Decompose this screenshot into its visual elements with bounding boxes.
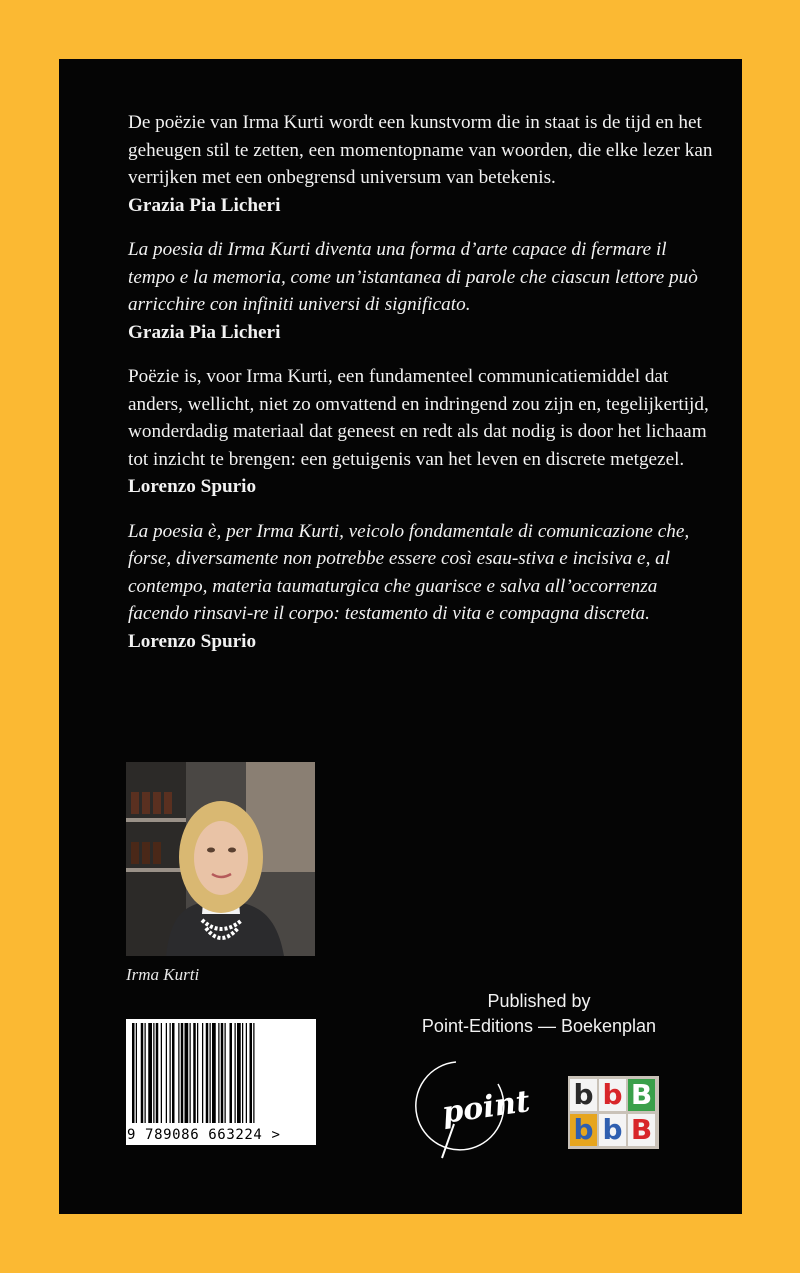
quote-2: [128, 236, 718, 346]
barcode-bar: [156, 1023, 159, 1123]
published-by-label: Published by: [487, 991, 591, 1011]
quote-1-text: De poëzie van Irma Kurti wordt een kunstvorm die in staat is de tijd en het geheugen stil te zetten, een momentopname van woorden, die elke lezer kan verrijken met een onbegrensd universum van betekenis.: [128, 112, 713, 188]
bbb-tile-1: b: [570, 1079, 597, 1111]
barcode-bar: [221, 1023, 224, 1123]
isbn-barcode: [126, 1019, 316, 1145]
photo-caption: Irma Kurti: [126, 965, 200, 984]
quote-4: [128, 518, 718, 656]
barcode-bar: [197, 1023, 198, 1123]
barcode-bar: [202, 1023, 203, 1123]
barcode-bar: [225, 1023, 226, 1123]
publisher-names: Point-Editions — Boekenplan: [421, 1016, 657, 1036]
barcode-bar: [132, 1023, 135, 1123]
author-photo: [126, 762, 315, 956]
barcode-bar: [185, 1023, 189, 1123]
barcode-bar: [193, 1023, 196, 1123]
bbb-tile-4: b: [570, 1114, 597, 1146]
barcode-bar: [237, 1023, 241, 1123]
quote-4-text: La poesia è, per Irma Kurti, veicolo fondamentale di comunicazione che, forse, diversamente non potrebbe essere così esau-stiva e incisiva e, al contempo, materia taumaturgica che guarisce e salva all’occorrenza facendo rinsavi-re il corpo: testamento di vita e compagna discreta.: [128, 520, 690, 624]
barcode-bar: [136, 1023, 137, 1123]
barcode-bar: [206, 1023, 209, 1123]
barcode-bar: [170, 1023, 171, 1123]
barcode-bar: [235, 1023, 236, 1123]
bbb-tile-3: B: [628, 1079, 655, 1111]
barcode-bar: [190, 1023, 191, 1123]
boekenplan-logo: [568, 1076, 659, 1149]
barcode-bar: [218, 1023, 219, 1123]
quotes-section: [128, 109, 718, 672]
barcode-bar: [210, 1023, 211, 1123]
quote-2-text: La poesia di Irma Kurti diventa una forma d’arte capace di fermare il tempo e la memoria, come un’istantanea di parole che ciascun lettore può arricchire con infiniti universi di significato.: [128, 239, 698, 315]
barcode-bar: [242, 1023, 243, 1123]
bbb-tile-6: B: [628, 1114, 655, 1146]
barcode-digits: 9 789086 663224 >: [126, 1125, 316, 1145]
barcode-bar: [166, 1023, 167, 1123]
quote-4-author: Lorenzo Spurio: [128, 630, 257, 652]
quote-2-author: Grazia Pia Licheri: [128, 321, 281, 343]
publisher-info: [379, 989, 699, 1039]
barcode-bar: [181, 1023, 184, 1123]
back-cover: [59, 59, 742, 1214]
barcode-bar: [153, 1023, 154, 1123]
bbb-tile-5: b: [599, 1114, 626, 1146]
barcode-bar: [246, 1023, 247, 1123]
quote-1-author: Grazia Pia Licheri: [128, 194, 281, 216]
quote-3-text: Poëzie is, voor Irma Kurti, een fundamenteel communicatiemiddel dat anders, wellicht, niet zo omvattend en indringend zou zijn en, tegelijkertijd, wonderdadig materiaal dat geneest en redt als dat nodig is door het lichaam tot inzicht te brengen: een getuigenis van het leven en discrete metgezel.: [128, 366, 709, 470]
barcode-bar: [161, 1023, 162, 1123]
barcode-bar: [178, 1023, 179, 1123]
barcode-bar: [148, 1023, 152, 1123]
quote-3-author: Lorenzo Spurio: [128, 476, 257, 497]
barcode-bar: [250, 1023, 253, 1123]
barcode-bar: [253, 1023, 254, 1123]
barcode-bar: [145, 1023, 146, 1123]
barcode-bar: [212, 1023, 216, 1123]
barcode-bar: [141, 1023, 144, 1123]
quote-1: [128, 109, 718, 219]
point-editions-logo: [394, 1054, 534, 1164]
barcode-bar: [230, 1023, 233, 1123]
barcode-bars: [126, 1019, 316, 1125]
point-logo-word: point: [439, 1084, 533, 1131]
bbb-tile-2: b: [599, 1079, 626, 1111]
barcode-bar: [172, 1023, 175, 1123]
quote-3: [128, 363, 718, 501]
